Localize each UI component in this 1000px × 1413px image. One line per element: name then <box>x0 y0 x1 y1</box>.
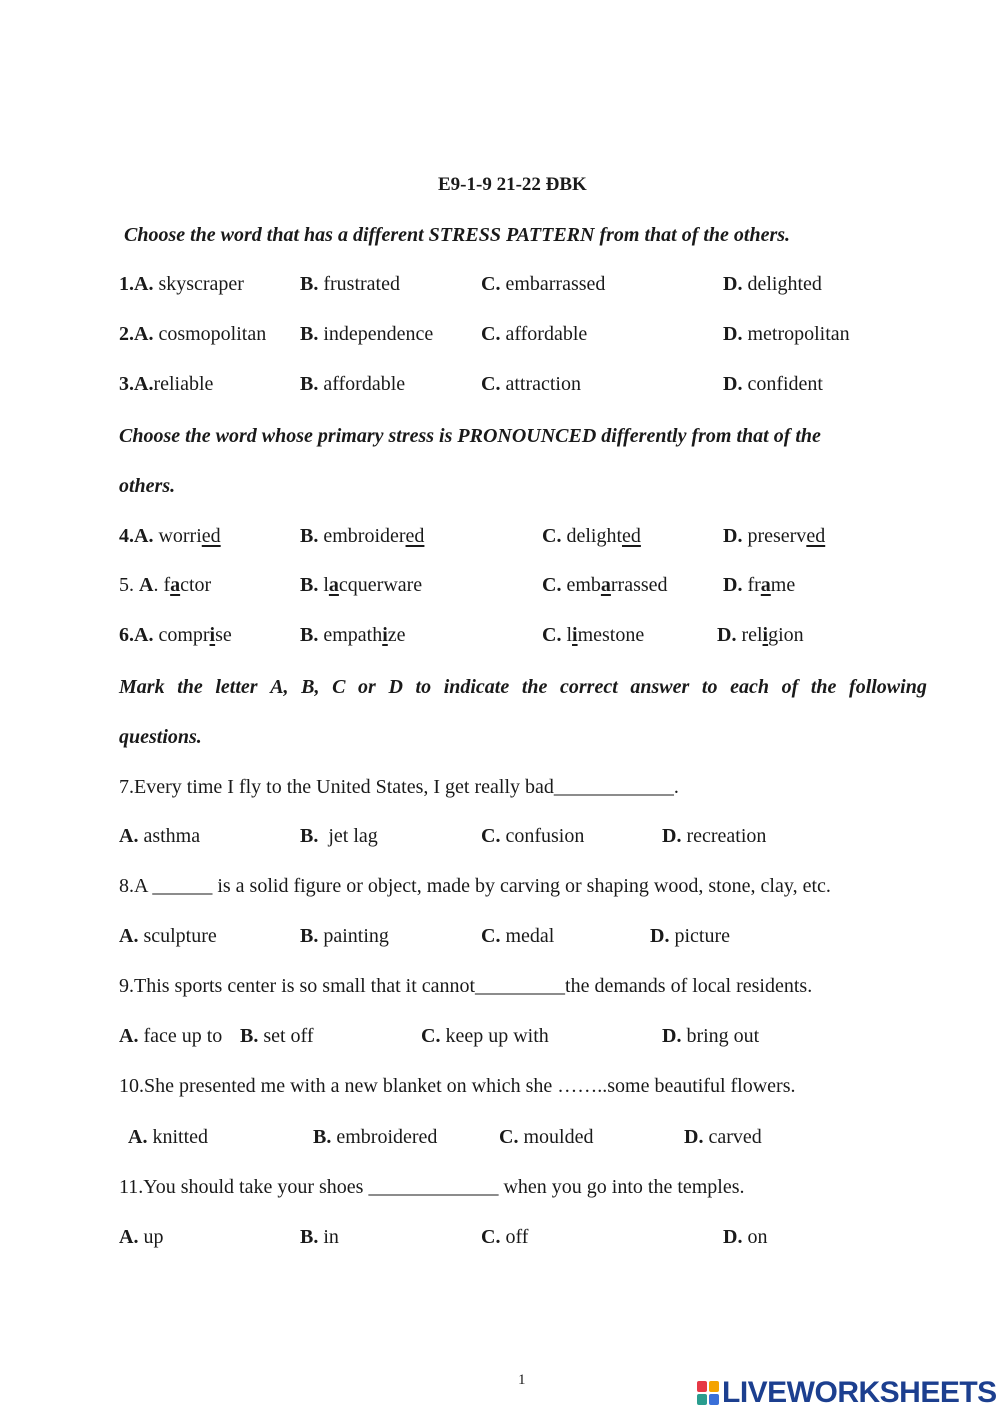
q5-option-d[interactable]: D. frame <box>723 574 796 596</box>
q9-option-a[interactable]: A. face up to <box>119 1025 223 1047</box>
q4-option-b[interactable]: B. embroidered <box>300 525 425 547</box>
instruction-word: the <box>810 676 837 698</box>
q2-option-d[interactable]: D. metropolitan <box>723 323 850 345</box>
instruction-word: B, <box>301 676 320 698</box>
instruction-mark-line2: questions. <box>119 726 202 748</box>
liveworksheets-logo[interactable]: LIVEWORKSHEETS <box>722 1376 997 1409</box>
q10-stem: 10.She presented me with a new blanket on which she ……..some beautiful flowers. <box>119 1075 796 1097</box>
q4-option-c[interactable]: C. delighted <box>542 525 641 547</box>
instruction-word: following <box>849 676 927 698</box>
q7-option-a[interactable]: A. asthma <box>119 825 201 847</box>
instruction-word: C <box>332 676 346 698</box>
q9-option-b[interactable]: B. set off <box>240 1025 314 1047</box>
instruction-word: answer <box>630 676 690 698</box>
q11-option-a[interactable]: A. up <box>119 1226 164 1248</box>
q6-option-d[interactable]: D. religion <box>717 624 804 646</box>
q8-option-c[interactable]: C. medal <box>481 925 555 947</box>
instruction-word: correct <box>560 676 618 698</box>
q7-option-c[interactable]: C. confusion <box>481 825 585 847</box>
q3-option-d[interactable]: D. confident <box>723 373 823 395</box>
q3-option-b[interactable]: B. affordable <box>300 373 406 395</box>
q10-option-d[interactable]: D. carved <box>684 1126 762 1148</box>
q10-option-a[interactable]: A. knitted <box>128 1126 208 1148</box>
instruction-word: indicate <box>443 676 510 698</box>
instruction-word: to <box>415 676 432 698</box>
instruction-word: of <box>781 676 799 698</box>
q6-option-c[interactable]: C. limestone <box>542 624 645 646</box>
q10-option-b[interactable]: B. embroidered <box>313 1126 438 1148</box>
q5-option-b[interactable]: B. lacquerware <box>300 574 423 596</box>
instruction-pronounced-line1: Choose the word whose primary stress is PRONOUNCED differently from that of the <box>119 425 821 447</box>
instruction-word: each <box>730 676 769 698</box>
q4-option-a[interactable]: 4.A. worried <box>119 525 221 547</box>
q8-option-a[interactable]: A. sculpture <box>119 925 217 947</box>
page-title: E9-1-9 21-22 ĐBK <box>438 174 587 195</box>
q11-option-c[interactable]: C. off <box>481 1226 529 1248</box>
q8-stem: 8.A ______ is a solid figure or object, made by carving or shaping wood, stone, clay, etc. <box>119 875 831 897</box>
q2-option-a[interactable]: 2.A. cosmopolitan <box>119 323 267 345</box>
q8-option-d[interactable]: D. picture <box>650 925 730 947</box>
instruction-word: or <box>358 676 376 698</box>
q7-option-b[interactable]: B. jet lag <box>300 825 378 847</box>
q9-option-c[interactable]: C. keep up with <box>421 1025 549 1047</box>
instruction-word: letter <box>215 676 258 698</box>
q11-option-b[interactable]: B. in <box>300 1226 339 1248</box>
instruction-word: to <box>701 676 718 698</box>
q1-option-b[interactable]: B. frustrated <box>300 273 400 295</box>
q3-option-c[interactable]: C. attraction <box>481 373 581 395</box>
q7-option-d[interactable]: D. recreation <box>662 825 767 847</box>
q1-option-c[interactable]: C. embarrassed <box>481 273 606 295</box>
q5-option-c[interactable]: C. embarrassed <box>542 574 668 596</box>
instruction-mark-line1 <box>119 675 927 699</box>
q3-option-a[interactable]: 3.A.reliable <box>119 373 214 395</box>
liveworksheets-logo-icon <box>697 1381 719 1405</box>
q8-option-b[interactable]: B. painting <box>300 925 389 947</box>
instruction-pronounced-line2: others. <box>119 475 176 497</box>
instruction-stress-pattern: Choose the word that has a different STRESS PATTERN from that of the others. <box>124 224 791 246</box>
q11-stem: 11.You should take your shoes _____________ when you go into the temples. <box>119 1176 745 1198</box>
q1-option-a[interactable]: 1.A. skyscraper <box>119 273 244 295</box>
q6-option-b[interactable]: B. empathize <box>300 624 406 646</box>
q1-option-d[interactable]: D. delighted <box>723 273 822 295</box>
instruction-word: the <box>521 676 548 698</box>
instruction-word: A, <box>270 676 289 698</box>
q9-option-d[interactable]: D. bring out <box>662 1025 760 1047</box>
q9-stem: 9.This sports center is so small that it cannot_________the demands of local residents. <box>119 975 813 997</box>
q11-option-d[interactable]: D. on <box>723 1226 768 1248</box>
q6-option-a[interactable]: 6.A. comprise <box>119 624 232 646</box>
q10-option-c[interactable]: C. moulded <box>499 1126 594 1148</box>
instruction-word: Mark <box>119 676 165 698</box>
q2-option-c[interactable]: C. affordable <box>481 323 588 345</box>
instruction-word: the <box>177 676 203 698</box>
page-number: 1 <box>518 1372 526 1388</box>
q4-option-d[interactable]: D. preserved <box>723 525 826 547</box>
q7-stem: 7.Every time I fly to the United States, I get really bad____________. <box>119 776 679 798</box>
instruction-word: D <box>388 676 403 698</box>
q5-option-a[interactable]: 5. A. factor <box>119 574 212 596</box>
q2-option-b[interactable]: B. independence <box>300 323 434 345</box>
